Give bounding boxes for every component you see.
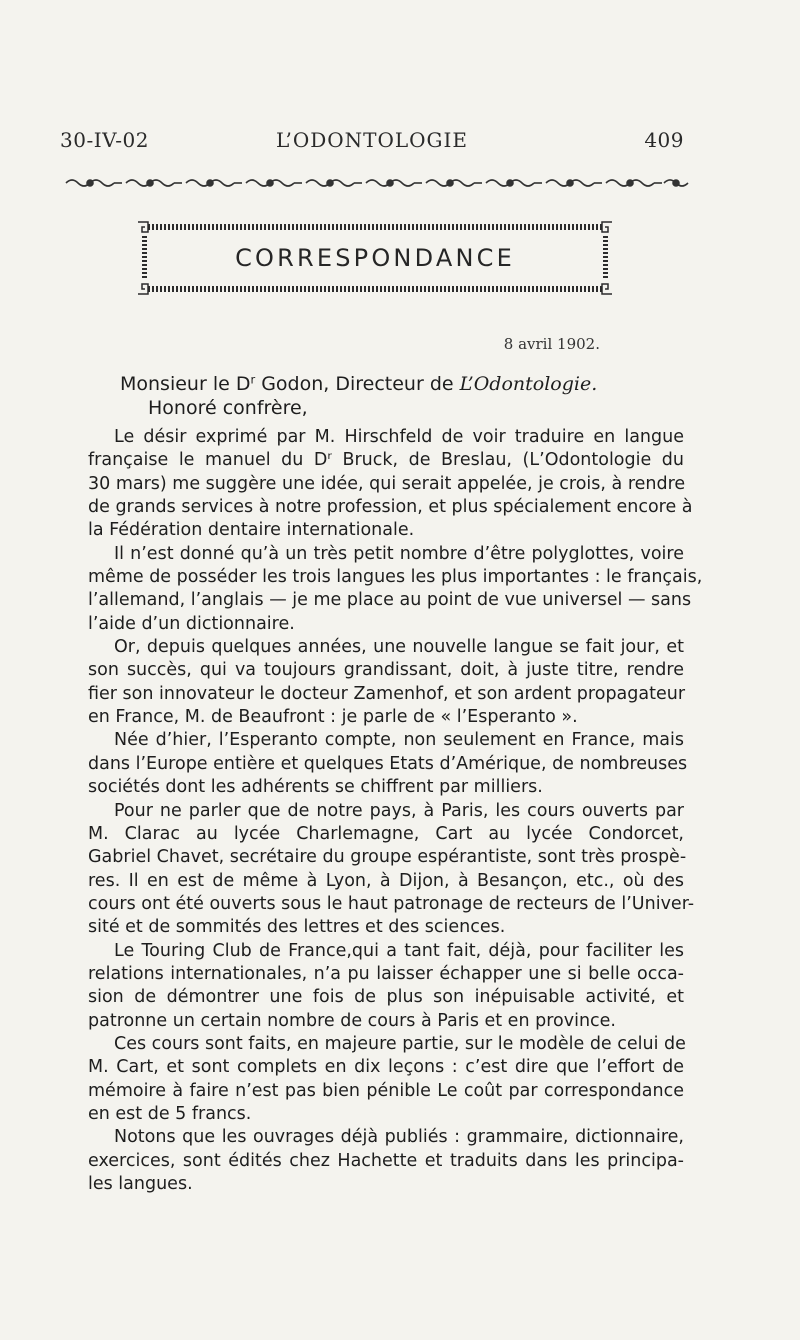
- paragraph: [62, 729, 688, 799]
- text-line: française le manuel du Dʳ Bruck, de Breslau, (L’Odontologie du: [88, 450, 684, 471]
- text-line: sion de démontrer une fois de plus son inépuisable activité, et: [88, 987, 684, 1008]
- text-line: la Fédération dentaire internationale.: [88, 520, 415, 541]
- text-line: son succès, qui va toujours grandissant, doit, à juste titre, rendre: [88, 660, 684, 681]
- text-line: les langues.: [88, 1174, 193, 1194]
- text-line: M. Cart, et sont complets en dix leçons : c’est dire que l’effort de: [88, 1057, 684, 1078]
- paragraph: [62, 940, 684, 1033]
- paragraph: [62, 1126, 684, 1196]
- addressee-prefix: Monsieur le D: [120, 373, 251, 395]
- paragraph: [62, 800, 695, 940]
- page-number: 409: [644, 128, 684, 152]
- text-line: sociétés dont les adhérents se chiffrent par milliers.: [88, 777, 543, 798]
- text-line: en est de 5 francs.: [88, 1103, 252, 1124]
- header-date: 30-IV-02: [60, 128, 149, 152]
- addressee-sup: r: [250, 372, 256, 387]
- text-line: Gabriel Chavet, secrétaire du groupe espérantiste, sont très prospè-: [88, 847, 687, 868]
- letter-body: [62, 426, 703, 1196]
- text-line: Née d’hier, l’Esperanto compte, non seulement en France, mais: [114, 730, 684, 751]
- paragraph: [62, 426, 693, 543]
- salutation: [120, 372, 680, 420]
- text-line: Notons que les ouvrages déjà publiés : grammaire, dictionnaire,: [114, 1127, 684, 1148]
- section-title: CORRESPONDANCE: [235, 244, 515, 272]
- text-line: relations internationales, n’a pu laisser échapper une si belle occa-: [88, 963, 684, 984]
- ornamental-band-icon: [64, 176, 694, 190]
- text-line: M. Clarac au lycée Charlemagne, Cart au lycée Condorcet,: [88, 823, 684, 844]
- paragraph: [62, 1033, 684, 1126]
- letter-date: 8 avril 1902.: [503, 335, 600, 353]
- text-line: res. Il en est de même à Lyon, à Dijon, à Besançon, etc., où des: [88, 870, 684, 891]
- text-line: même de posséder les trois langues les plus importantes : le français,: [88, 567, 703, 588]
- addressee-line: [120, 372, 680, 396]
- text-line: de grands services à notre profession, et plus spécialement encore à: [88, 497, 693, 518]
- text-line: 30 mars) me suggère une idée, qui serait appelée, je crois, à rendre: [88, 473, 686, 494]
- text-line: l’aide d’un dictionnaire.: [88, 613, 295, 634]
- text-line: Il n’est donné qu’à un très petit nombre d’être polyglottes, voire: [114, 543, 684, 564]
- paragraph: [62, 543, 703, 636]
- text-line: dans l’Europe entière et quelques Etats d’Amérique, de nombreuses: [88, 753, 688, 774]
- text-line: mémoire à faire n’est pas bien pénible Le coût par correspondance: [88, 1080, 684, 1101]
- text-line: Le désir exprimé par M. Hirschfeld de voir traduire en langue: [114, 427, 684, 447]
- addressee-middle: Godon, Directeur de: [255, 373, 460, 395]
- addressee-journal: L’Odontologie.: [459, 373, 598, 395]
- text-line: exercices, sont édités chez Hachette et traduits dans les principa-: [88, 1150, 684, 1171]
- text-line: Pour ne parler que de notre pays, à Paris, les cours ouverts par: [114, 800, 684, 821]
- paragraph: [62, 636, 684, 729]
- text-line: Ces cours sont faits, en majeure partie, sur le modèle de celui de: [114, 1033, 686, 1054]
- text-line: sité et de sommités des lettres et des sciences.: [88, 917, 506, 938]
- greeting-line: Honoré confrère,: [148, 397, 308, 419]
- text-line: patronne un certain nombre de cours à Paris et en province.: [88, 1010, 616, 1031]
- text-line: Or, depuis quelques années, une nouvelle langue se fait jour, et: [114, 637, 684, 658]
- journal-title: L’ODONTOLOGIE: [275, 128, 469, 152]
- text-line: l’allemand, l’anglais — je me place au point de vue universel — sans: [88, 590, 692, 611]
- text-line: fier son innovateur le docteur Zamenhof, et son ardent propagateur: [88, 683, 686, 704]
- text-line: en France, M. de Beaufront : je parle de « l’Esperanto ».: [88, 707, 578, 728]
- text-line: Le Touring Club de France,qui a tant fait, déjà, pour faciliter les: [114, 940, 684, 961]
- text-line: cours ont été ouverts sous le haut patronage de recteurs de l’Univer-: [88, 893, 695, 914]
